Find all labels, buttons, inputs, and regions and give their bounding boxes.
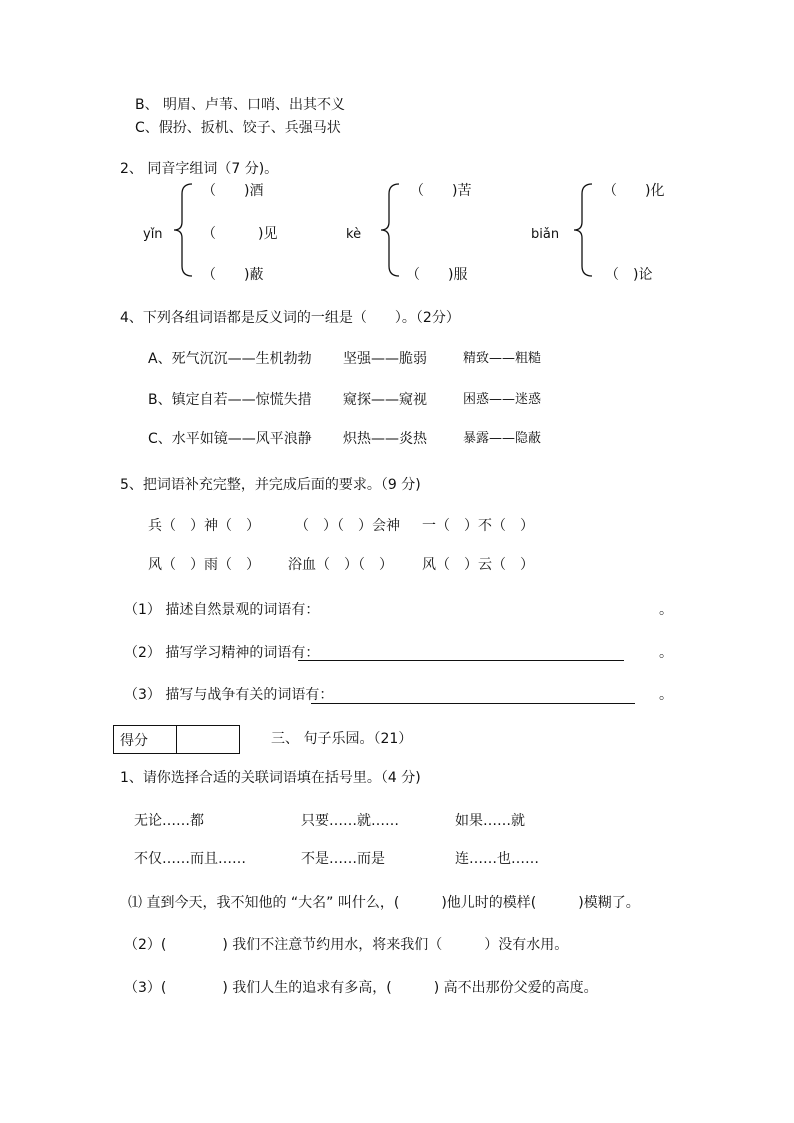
q1-option-c: C、假扮、扳机、饺子、兵强马状 [135,120,341,136]
q4-option-c-2: 炽热——炎热 [343,431,427,447]
q4-title: 4、下列各组词语都是反义词的一组是（ ）。（2分） [120,310,460,326]
q5-title: 5、把词语补充完整，并完成后面的要求。（9 分) [120,477,421,493]
conjunction-3: 如果……就 [455,813,525,829]
q2-bian-item-2: （ )论 [605,267,653,283]
q4-option-a-3: 精致——粗糙 [463,351,542,366]
q5-idiom-4: 风（ ）雨（ ） [148,557,260,573]
q2-ke-item-1: （ )苦 [410,183,472,199]
score-label: 得分 [120,733,148,749]
score-box-divider [176,726,177,753]
q2-yin-item-3: （ )蔽 [202,267,264,283]
s3-q1-title: 1、请你选择合适的关联词语填在括号里。（4 分) [120,770,421,786]
q5-sub-2: （2） 描写学习精神的词语有： [124,645,320,661]
q5-idiom-6: 风（ ）云（ ） [422,557,534,573]
q4-option-c-3: 暴露——隐蔽 [463,431,542,446]
left-brace-icon [172,182,196,278]
q2-yin-item-2: （ )见 [202,226,278,242]
q5-sub-3: （3） 描写与战争有关的词语有： [124,687,334,703]
q5-sub-3-period: 。 [659,687,673,703]
q5-sub-1: （1） 描述自然景观的词语有： [124,602,320,618]
q5-idiom-3: 一（ ）不（ ） [422,518,534,534]
conjunction-1: 无论……都 [134,813,204,829]
q2-pinyin-bian: biǎn [531,227,560,242]
q4-option-b-1: B、镇定自若——惊慌失措 [148,392,312,408]
s3-sentence-3: （3）( ) 我们人生的追求有多高，( ) 高不出那份父爱的高度。 [124,980,598,996]
section3-title: 三、 句子乐园。（21） [271,731,413,747]
q5-sub-1-period: 。 [659,602,673,618]
conjunction-2: 只要……就…… [301,813,399,829]
score-box [113,725,240,754]
left-brace-icon [379,182,403,278]
q5-idiom-1: 兵（ ）神（ ） [148,518,260,534]
q4-option-c-1: C、水平如镜——风平浪静 [148,431,312,447]
q5-sub-2-period: 。 [659,645,673,661]
conjunction-5: 不是……而是 [301,851,385,867]
q5-sub-2-answer-line[interactable] [298,660,624,661]
q2-pinyin-ke: kè [346,227,362,242]
q2-ke-item-2: （ )服 [406,267,468,283]
s3-sentence-2: （2）( ) 我们不注意节约用水，将来我们（ ）没有水用。 [124,937,569,953]
conjunction-4: 不仅……而且…… [134,851,246,867]
q2-yin-item-1: （ )酒 [202,183,264,199]
q5-sub-3-answer-line[interactable] [311,703,635,704]
q2-title: 2、 同音字组词（7 分)。 [120,161,279,177]
q2-pinyin-yin: yǐn [143,227,163,242]
q4-option-a-1: A、死气沉沉——生机勃勃 [148,351,312,367]
q4-option-b-2: 窥探——窥视 [343,392,427,408]
q1-option-b: B、 明眉、卢苇、口哨、出其不义 [135,97,346,113]
q2-bian-item-1: （ )化 [603,183,665,199]
q5-idiom-2: （ ）（ ）会神 [295,518,400,534]
s3-sentence-1: ⑴ 直到今天，我不知他的 “大名” 叫什么，( )他儿时的模样( )模糊了。 [128,895,640,911]
q4-option-b-3: 困惑——迷惑 [463,392,542,407]
conjunction-6: 连……也…… [455,851,539,867]
left-brace-icon [572,182,596,278]
q4-option-a-2: 坚强——脆弱 [343,351,427,367]
q5-idiom-5: 浴血（ ）（ ） [288,557,393,573]
